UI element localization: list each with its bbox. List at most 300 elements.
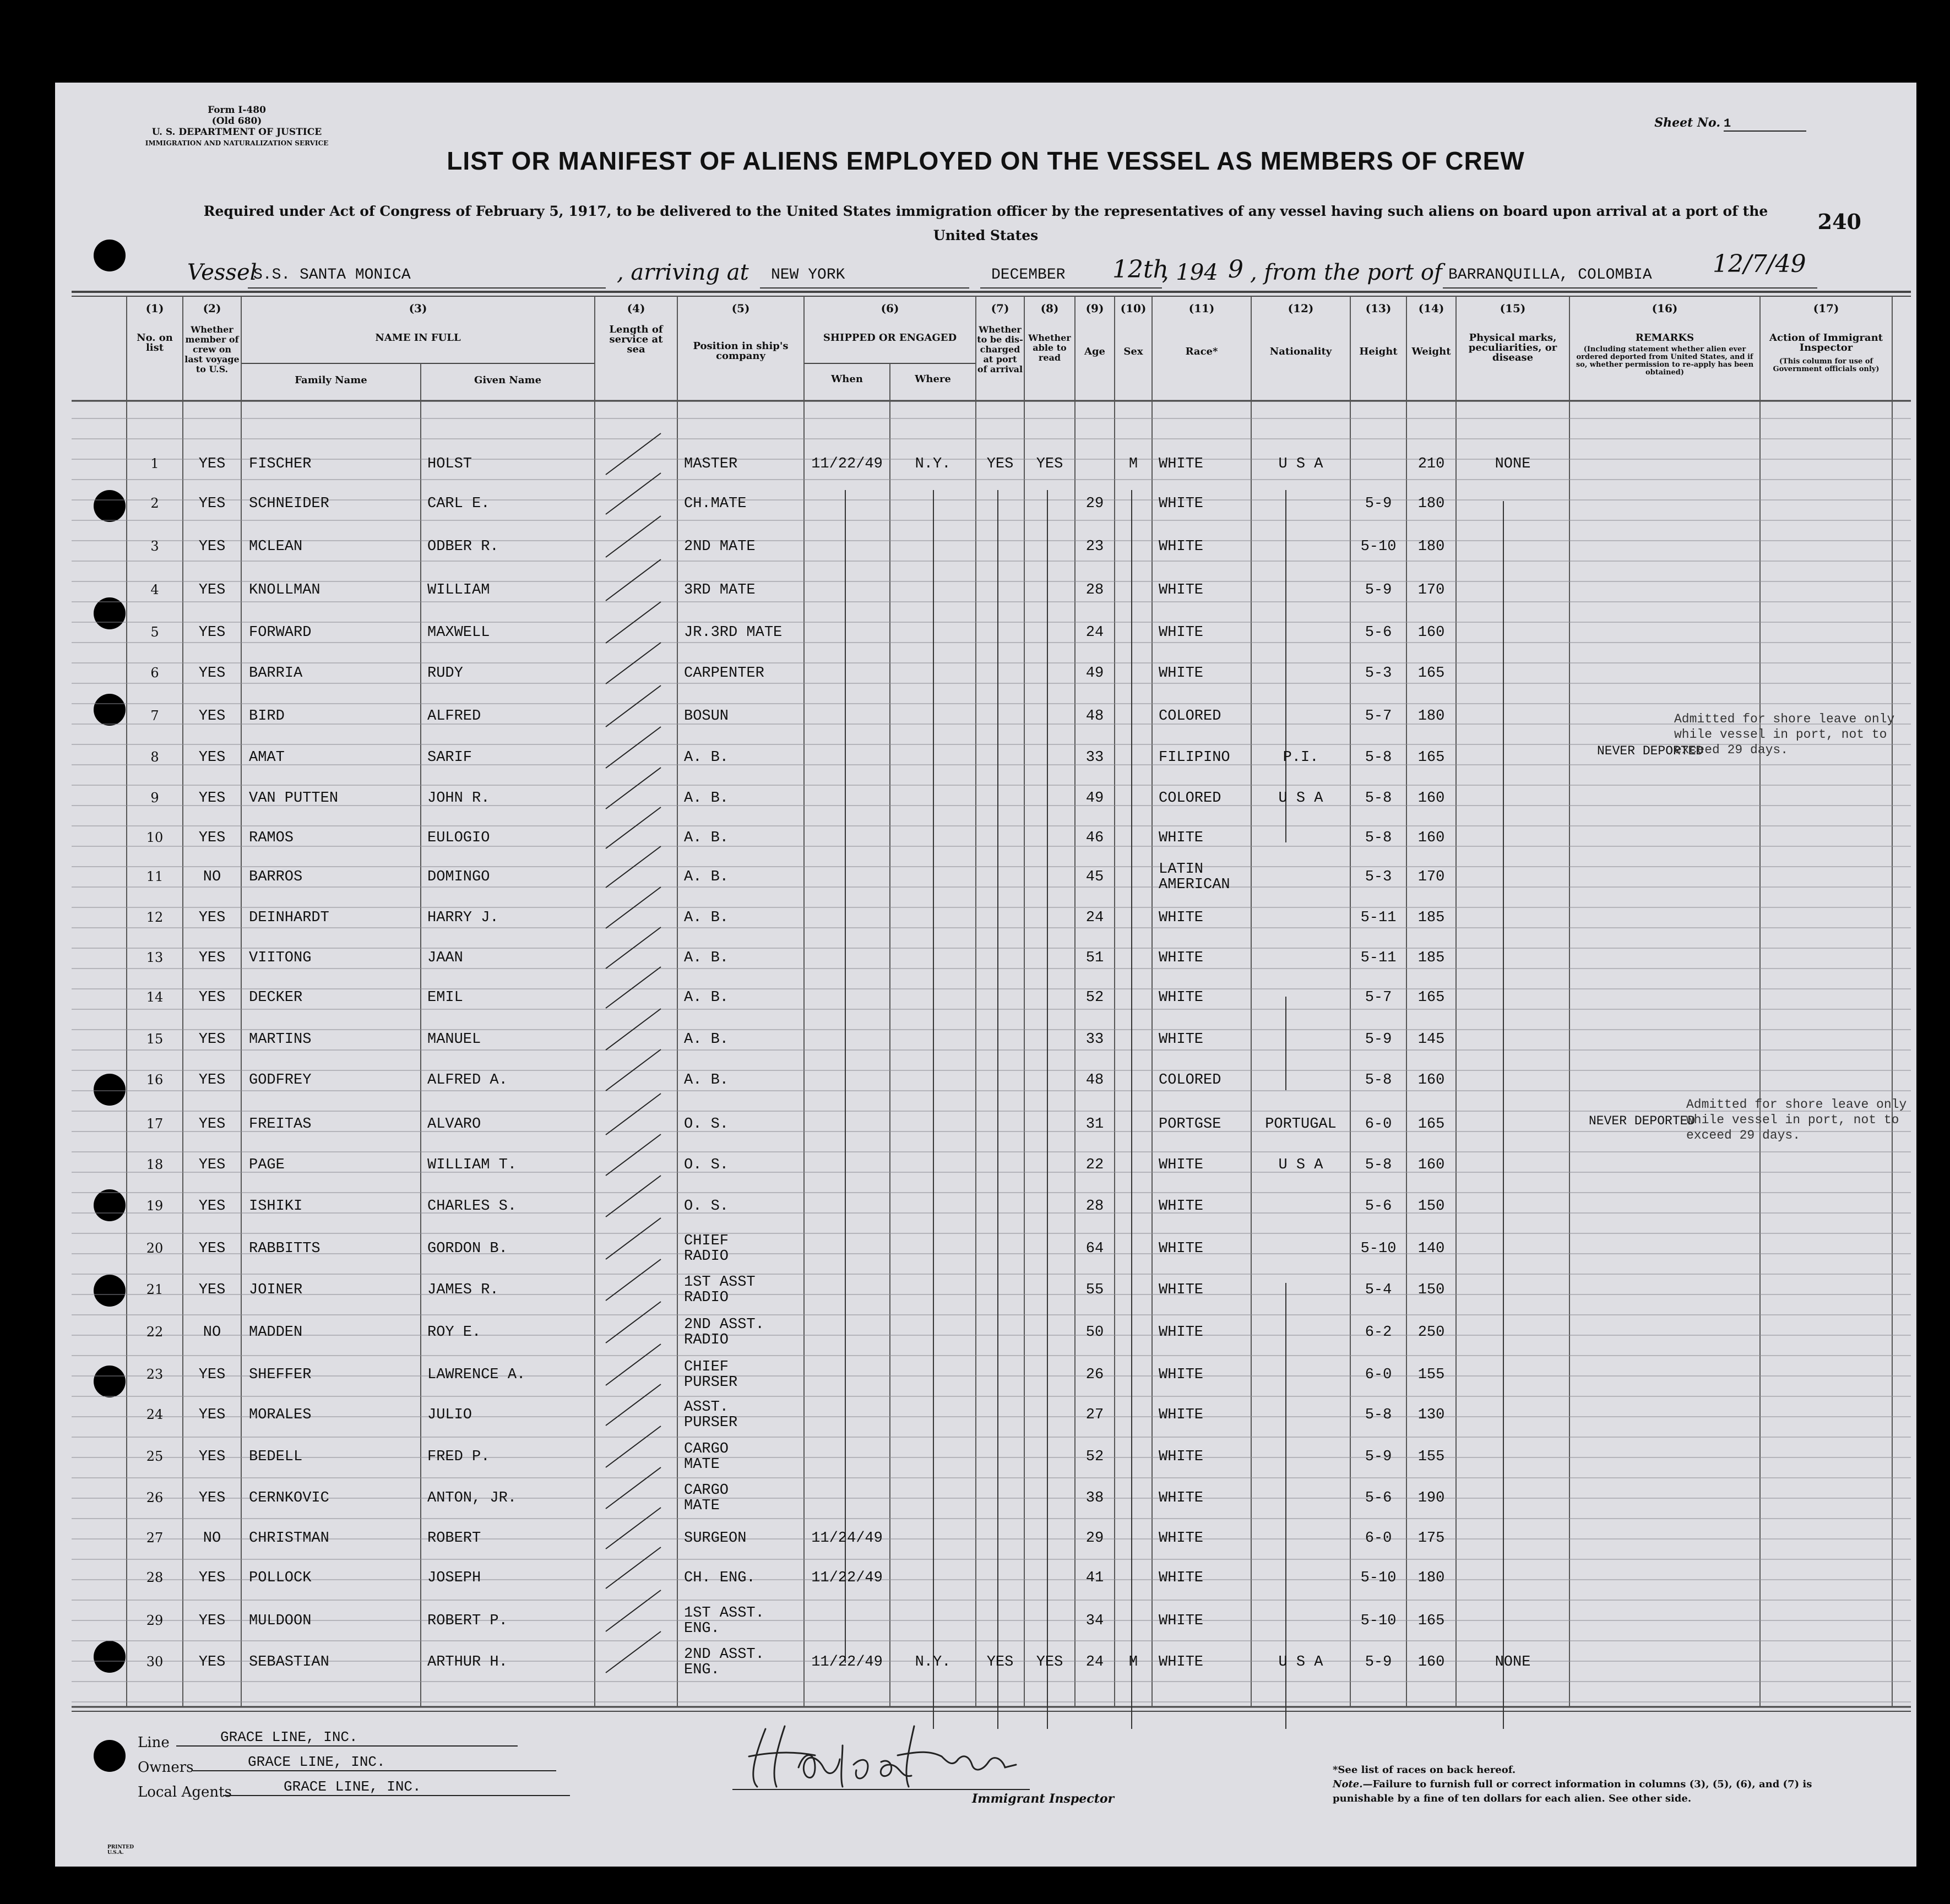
header-list-number: No. on list — [137, 332, 173, 353]
agents-value: GRACE LINE, INC. — [223, 1778, 570, 1796]
header-where: Where — [915, 373, 951, 385]
vessel-name: S.S. SANTA MONICA — [253, 266, 411, 284]
service-slash — [606, 473, 661, 514]
cell-pos: 1ST ASST RADIO — [684, 1274, 756, 1306]
cell-pos: A. B. — [684, 749, 729, 766]
cell-race: WHITE — [1159, 989, 1204, 1006]
service-slash — [606, 1218, 661, 1259]
cell-age: 29 — [1085, 496, 1104, 512]
cell-weight: 165 — [1417, 1613, 1445, 1629]
cell-family: GODFREY — [249, 1072, 312, 1089]
cell-height: 5-10 — [1360, 1570, 1397, 1586]
cell-pos: A. B. — [684, 830, 729, 846]
colnum-4: (4) — [627, 302, 645, 315]
cell-weight: 130 — [1417, 1407, 1445, 1423]
cell-pos: JR.3RD MATE — [684, 624, 783, 641]
cell-height: 5-9 — [1365, 1031, 1392, 1048]
cell-family: MADDEN — [249, 1324, 303, 1341]
cell-age: 28 — [1085, 1198, 1104, 1215]
cell-age: 49 — [1085, 790, 1104, 807]
cell-race: WHITE — [1159, 456, 1204, 472]
year-digit: 9 — [1228, 255, 1243, 284]
cell-pos: SURGEON — [684, 1530, 747, 1547]
cell-disch: YES — [986, 456, 1014, 472]
cell-family: MCLEAN — [249, 538, 303, 555]
sheet-number-value: 1 — [1724, 117, 1806, 132]
service-slash — [606, 727, 661, 768]
cell-height: 5-9 — [1365, 1654, 1392, 1671]
cell-race: WHITE — [1159, 496, 1204, 512]
cell-prev: YES — [198, 790, 226, 807]
cell-family: DECKER — [249, 989, 303, 1006]
cell-family: ISHIKI — [249, 1198, 303, 1215]
cell-race: WHITE — [1159, 1449, 1204, 1465]
cell-weight: 250 — [1417, 1324, 1445, 1341]
cell-height: 6-0 — [1365, 1116, 1392, 1133]
cell-prev: YES — [198, 1367, 226, 1383]
cell-where: N.Y. — [915, 1654, 951, 1671]
agents-label: Local Agents — [138, 1784, 232, 1800]
cell-no: 3 — [150, 538, 159, 554]
cell-given: GORDON B. — [427, 1241, 508, 1257]
cell-given: FRED P. — [427, 1449, 490, 1465]
cell-family: RAMOS — [249, 830, 294, 846]
line-value: GRACE LINE, INC. — [176, 1729, 518, 1747]
cell-no: 6 — [150, 665, 159, 681]
header-discharged: Whether to be dis-charged at port of arrival — [977, 324, 1023, 374]
cell-no: 8 — [150, 749, 159, 765]
cell-height: 5-8 — [1365, 830, 1392, 846]
cell-age: 51 — [1085, 950, 1104, 966]
cell-no: 12 — [146, 910, 164, 925]
cell-no: 26 — [146, 1490, 164, 1505]
header-shipped-engaged: SHIPPED OR ENGAGED — [823, 332, 957, 344]
colnum-5: (5) — [731, 302, 750, 315]
page-subtitle: Required under Act of Congress of February 5, 1917, to be delivered to the United States immigration officer by the representatives of any vessel having such aliens on board upon arrival at a port of the United States — [203, 203, 1768, 243]
department-name: U. S. DEPARTMENT OF JUSTICE — [151, 127, 322, 138]
cell-age: 64 — [1085, 1241, 1104, 1257]
cell-height: 5-9 — [1365, 1449, 1392, 1465]
cell-no: 13 — [146, 950, 164, 965]
cell-no: 9 — [150, 790, 159, 806]
header-position: Position in ship's company — [693, 340, 789, 362]
manifest-sheet — [55, 83, 1916, 1867]
cell-prev: YES — [198, 830, 226, 846]
colnum-7: (7) — [991, 302, 1009, 315]
cell-weight: 190 — [1417, 1490, 1445, 1506]
cell-weight: 155 — [1417, 1449, 1445, 1465]
cell-pos: CARPENTER — [684, 665, 764, 682]
cell-height: 5-7 — [1365, 989, 1392, 1006]
cell-given: MANUEL — [427, 1031, 481, 1048]
cell-pos: 2ND ASST. ENG. — [684, 1646, 764, 1678]
cell-age: 24 — [1085, 1654, 1104, 1671]
cell-race: WHITE — [1159, 1031, 1204, 1048]
cell-race: COLORED — [1159, 1072, 1221, 1089]
service-slash — [606, 1176, 661, 1217]
cell-given: JOSEPH — [427, 1570, 481, 1586]
cell-prev: YES — [198, 1570, 226, 1586]
cell-given: WILLIAM T. — [427, 1157, 517, 1173]
cell-pos: 1ST ASST. ENG. — [684, 1605, 764, 1637]
cell-age: 33 — [1085, 1031, 1104, 1048]
cell-when: 11/22/49 — [811, 456, 883, 472]
cell-age: 49 — [1085, 665, 1104, 682]
cell-when: 11/22/49 — [811, 1654, 883, 1671]
inspector-signature — [732, 1712, 1041, 1795]
cell-race: WHITE — [1159, 582, 1204, 599]
cell-weight: 165 — [1417, 989, 1445, 1006]
cell-no: 10 — [146, 830, 164, 845]
colnum-3: (3) — [409, 302, 427, 315]
form-old-number: (Old 680) — [211, 116, 262, 127]
cell-pos: CH. ENG. — [684, 1570, 756, 1586]
cell-when: 11/22/49 — [811, 1570, 883, 1586]
service-slash — [606, 559, 661, 601]
cell-race: WHITE — [1159, 1241, 1204, 1257]
cell-prev: NO — [203, 869, 221, 885]
cell-marks: NONE — [1495, 1654, 1531, 1671]
cell-given: ALVARO — [427, 1116, 481, 1133]
cell-race: WHITE — [1159, 538, 1204, 555]
cell-height: 5-11 — [1360, 950, 1397, 966]
cell-prev: YES — [198, 1490, 226, 1506]
cell-height: 5-7 — [1365, 708, 1392, 725]
cell-height: 5-10 — [1360, 538, 1397, 555]
cell-given: JAAN — [427, 950, 463, 966]
cell-race: WHITE — [1159, 1157, 1204, 1173]
cell-given: RUDY — [427, 665, 463, 682]
line-label: Line — [138, 1734, 170, 1751]
cell-family: MARTINS — [249, 1031, 312, 1048]
handwritten-date: 12/7/49 — [1713, 250, 1806, 278]
colnum-13: (13) — [1365, 302, 1392, 315]
header-height: Height — [1359, 346, 1398, 357]
cell-weight: 140 — [1417, 1241, 1445, 1257]
cell-family: BARRIA — [249, 665, 303, 682]
cell-race: WHITE — [1159, 1530, 1204, 1547]
cell-weight: 185 — [1417, 910, 1445, 926]
arriving-label: , arriving at — [617, 260, 749, 285]
service-slash — [606, 1467, 661, 1509]
cell-age: 50 — [1085, 1324, 1104, 1341]
cell-prev: YES — [198, 910, 226, 926]
cell-race: WHITE — [1159, 910, 1204, 926]
cell-no: 20 — [146, 1241, 164, 1256]
header-length-of-service: Length of service at sea — [609, 324, 663, 355]
cell-race: WHITE — [1159, 830, 1204, 846]
cell-family: PAGE — [249, 1157, 285, 1173]
cell-prev: YES — [198, 1198, 226, 1215]
cell-race: COLORED — [1159, 708, 1221, 725]
cell-given: CHARLES S. — [427, 1198, 517, 1215]
race-note: *See list of races on back hereof. — [1333, 1764, 1516, 1776]
cell-height: 6-2 — [1365, 1324, 1392, 1341]
cell-weight: 160 — [1417, 830, 1445, 846]
cell-weight: 175 — [1417, 1530, 1445, 1547]
cell-given: HOLST — [427, 456, 472, 472]
cell-no: 24 — [146, 1407, 164, 1422]
cell-no: 23 — [146, 1367, 164, 1382]
cell-prev: YES — [198, 1031, 226, 1048]
service-slash — [606, 686, 661, 727]
cell-age: 52 — [1085, 1449, 1104, 1465]
cell-family: BEDELL — [249, 1449, 303, 1465]
cell-race: COLORED — [1159, 790, 1221, 807]
owners-value: GRACE LINE, INC. — [193, 1754, 556, 1771]
header-inspector-note: (This column for use of Government officials only) — [1773, 357, 1880, 373]
service-slash — [606, 1134, 661, 1176]
cell-race: WHITE — [1159, 1367, 1204, 1383]
cell-pos: A. B. — [684, 1031, 729, 1048]
cell-prev: YES — [198, 1613, 226, 1629]
cell-family: MULDOON — [249, 1613, 312, 1629]
cell-given: WILLIAM — [427, 582, 490, 599]
cell-no: 18 — [146, 1157, 164, 1172]
cell-family: CHRISTMAN — [249, 1530, 329, 1547]
cell-race: PORTGSE — [1159, 1116, 1221, 1133]
cell-height: 5-10 — [1360, 1613, 1397, 1629]
cell-given: ROBERT P. — [427, 1613, 508, 1629]
cell-race: FILIPINO — [1159, 749, 1230, 766]
cell-where: N.Y. — [915, 456, 951, 472]
cell-prev: YES — [198, 496, 226, 512]
cell-no: 2 — [150, 496, 159, 511]
colnum-2: (2) — [203, 302, 221, 315]
cell-no: 14 — [146, 989, 164, 1005]
cell-sex: M — [1128, 456, 1138, 472]
cell-given: JOHN R. — [427, 790, 490, 807]
cell-pos: MASTER — [684, 456, 738, 472]
cell-age: 48 — [1085, 708, 1104, 725]
cell-prev: YES — [198, 1072, 226, 1089]
cell-family: POLLOCK — [249, 1570, 312, 1586]
cell-age: 28 — [1085, 582, 1104, 599]
cell-pos: CHIEF RADIO — [684, 1233, 729, 1265]
cell-family: FREITAS — [249, 1116, 312, 1133]
cell-pos: CH.MATE — [684, 496, 747, 512]
service-name: IMMIGRATION AND NATURALIZATION SERVICE — [145, 139, 329, 147]
cell-given: ARTHUR H. — [427, 1654, 508, 1671]
cell-age: 41 — [1085, 1570, 1104, 1586]
cell-weight: 150 — [1417, 1198, 1445, 1215]
cell-given: ROY E. — [427, 1324, 481, 1341]
cell-weight: 160 — [1417, 1654, 1445, 1671]
header-remarks: REMARKS — [1635, 332, 1694, 344]
cell-weight: 150 — [1417, 1282, 1445, 1298]
cell-weight: 185 — [1417, 950, 1445, 966]
cell-prev: YES — [198, 989, 226, 1006]
cell-pos: A. B. — [684, 869, 729, 885]
cell-height: 5-11 — [1360, 910, 1397, 926]
cell-nat: PORTUGAL — [1265, 1116, 1337, 1133]
cell-height: 5-4 — [1365, 1282, 1392, 1298]
cell-given: CARL E. — [427, 496, 490, 512]
cell-age: 46 — [1085, 830, 1104, 846]
header-able-to-read: Whether able to read — [1028, 333, 1071, 363]
cell-given: JAMES R. — [427, 1282, 499, 1298]
arrival-port: NEW YORK — [771, 266, 845, 284]
cell-given: LAWRENCE A. — [427, 1367, 526, 1383]
cell-race: WHITE — [1159, 1613, 1204, 1629]
cell-given: ROBERT — [427, 1530, 481, 1547]
cell-age: 29 — [1085, 1530, 1104, 1547]
service-slash — [606, 1508, 661, 1549]
cell-pos: A. B. — [684, 910, 729, 926]
cell-prev: NO — [203, 1324, 221, 1341]
cell-weight: 165 — [1417, 749, 1445, 766]
cell-family: AMAT — [249, 749, 285, 766]
service-slash — [606, 1094, 661, 1135]
cell-prev: YES — [198, 1449, 226, 1465]
cell-weight: 210 — [1417, 456, 1445, 472]
remark-row-17-never-deported: NEVER DEPORTED — [1589, 1114, 1696, 1128]
cell-when: 11/24/49 — [811, 1530, 883, 1547]
cell-family: SEBASTIAN — [249, 1654, 329, 1671]
colnum-6: (6) — [881, 302, 899, 315]
cell-race: LATIN AMERICAN — [1159, 861, 1230, 893]
cell-prev: YES — [198, 538, 226, 555]
cell-family: SCHNEIDER — [249, 496, 329, 512]
year-prefix: , 194 — [1162, 260, 1218, 285]
cell-pos: A. B. — [684, 950, 729, 966]
colnum-14: (14) — [1418, 302, 1444, 315]
cell-prev: YES — [198, 749, 226, 766]
cell-given: HARRY J. — [427, 910, 499, 926]
colnum-1: (1) — [145, 302, 164, 315]
cell-pos: A. B. — [684, 1072, 729, 1089]
cell-age: 34 — [1085, 1613, 1104, 1629]
cell-height: 5-8 — [1365, 1157, 1392, 1173]
colnum-8: (8) — [1040, 302, 1059, 315]
cell-given: EULOGIO — [427, 830, 490, 846]
remark-row-17-admitted: Admitted for shore leave only while vessel in port, not to exceed 29 days. — [1686, 1097, 1907, 1143]
cell-age: 48 — [1085, 1072, 1104, 1089]
cell-race: WHITE — [1159, 665, 1204, 682]
service-slash — [606, 967, 661, 1008]
cell-disch: YES — [986, 1654, 1014, 1671]
cell-family: BARROS — [249, 869, 303, 885]
cell-prev: YES — [198, 1282, 226, 1298]
cell-race: WHITE — [1159, 1490, 1204, 1506]
arrival-day: 12th — [1112, 255, 1169, 284]
cell-family: FORWARD — [249, 624, 312, 641]
cell-height: 5-8 — [1365, 749, 1392, 766]
header-given-name: Given Name — [474, 374, 542, 386]
cell-pos: O. S. — [684, 1198, 729, 1215]
cell-given: JULIO — [427, 1407, 472, 1423]
cell-no: 7 — [150, 708, 159, 723]
cell-prev: YES — [198, 456, 226, 472]
cell-weight: 165 — [1417, 665, 1445, 682]
service-slash — [606, 768, 661, 809]
page-number: 240 — [1817, 209, 1861, 234]
cell-family: VIITONG — [249, 950, 312, 966]
cell-pos: A. B. — [684, 989, 729, 1006]
cell-family: MORALES — [249, 1407, 312, 1423]
colnum-16: (16) — [1652, 302, 1678, 315]
cell-pos: CARGO MATE — [684, 1482, 729, 1514]
cell-age: 52 — [1085, 989, 1104, 1006]
cell-height: 5-9 — [1365, 582, 1392, 599]
cell-no: 15 — [146, 1031, 164, 1047]
cell-pos: 3RD MATE — [684, 582, 756, 599]
cell-pos: O. S. — [684, 1157, 729, 1173]
cell-weight: 155 — [1417, 1367, 1445, 1383]
cell-weight: 180 — [1417, 538, 1445, 555]
header-physical-marks: Physical marks, peculiarities, or disease — [1468, 332, 1557, 363]
cell-no: 11 — [146, 869, 164, 884]
cell-given: EMIL — [427, 989, 463, 1006]
cell-race: WHITE — [1159, 1198, 1204, 1215]
cell-no: 5 — [150, 624, 159, 640]
cell-given: DOMINGO — [427, 869, 490, 885]
cell-read: YES — [1036, 456, 1063, 472]
header-previous-voyage: Whether member of crew on last voyage to U.S. — [184, 324, 240, 374]
cell-age: 31 — [1085, 1116, 1104, 1133]
header-name-in-full: NAME IN FULL — [375, 332, 461, 344]
form-number: Form I-480 — [208, 105, 266, 116]
cell-family: KNOLLMAN — [249, 582, 321, 599]
cell-no: 4 — [150, 582, 159, 597]
cell-age: 23 — [1085, 538, 1104, 555]
cell-no: 1 — [150, 456, 159, 471]
cell-weight: 180 — [1417, 1570, 1445, 1586]
cell-age: 26 — [1085, 1367, 1104, 1383]
cell-given: SARIF — [427, 749, 472, 766]
cell-prev: YES — [198, 1241, 226, 1257]
cell-marks: NONE — [1495, 456, 1531, 472]
cell-pos: A. B. — [684, 790, 729, 807]
header-family-name: Family Name — [295, 374, 367, 386]
cell-no: 16 — [146, 1072, 164, 1087]
cell-race: WHITE — [1159, 1654, 1204, 1671]
cell-prev: NO — [203, 1530, 221, 1547]
cell-given: ALFRED A. — [427, 1072, 508, 1089]
colnum-11: (11) — [1188, 302, 1215, 315]
cell-weight: 145 — [1417, 1031, 1445, 1048]
cell-pos: O. S. — [684, 1116, 729, 1133]
cell-age: 24 — [1085, 910, 1104, 926]
cell-family: DEINHARDT — [249, 910, 329, 926]
cell-prev: YES — [198, 950, 226, 966]
service-slash — [606, 1547, 661, 1589]
cell-height: 6-0 — [1365, 1367, 1392, 1383]
service-slash — [606, 1631, 661, 1673]
cell-no: 25 — [146, 1449, 164, 1464]
cell-height: 6-0 — [1365, 1530, 1392, 1547]
cell-age: 22 — [1085, 1157, 1104, 1173]
page-title: LIST OR MANIFEST OF ALIENS EMPLOYED ON THE VESSEL AS MEMBERS OF CREW — [447, 146, 1525, 175]
cell-pos: BOSUN — [684, 708, 729, 725]
vessel-label: Vessel — [187, 260, 257, 285]
colnum-10: (10) — [1120, 302, 1147, 315]
cell-weight: 180 — [1417, 496, 1445, 512]
service-slash — [606, 1384, 661, 1426]
cell-weight: 160 — [1417, 624, 1445, 641]
cell-height: 5-6 — [1365, 1490, 1392, 1506]
cell-height: 5-9 — [1365, 496, 1392, 512]
cell-pos: 2ND ASST. RADIO — [684, 1317, 764, 1348]
cell-no: 21 — [146, 1282, 164, 1297]
cell-race: WHITE — [1159, 1282, 1204, 1298]
cell-age: 27 — [1085, 1407, 1104, 1423]
cell-family: FISCHER — [249, 456, 312, 472]
cell-prev: YES — [198, 708, 226, 725]
service-slash — [606, 1302, 661, 1343]
cell-pos: 2ND MATE — [684, 538, 756, 555]
cell-weight: 170 — [1417, 582, 1445, 599]
